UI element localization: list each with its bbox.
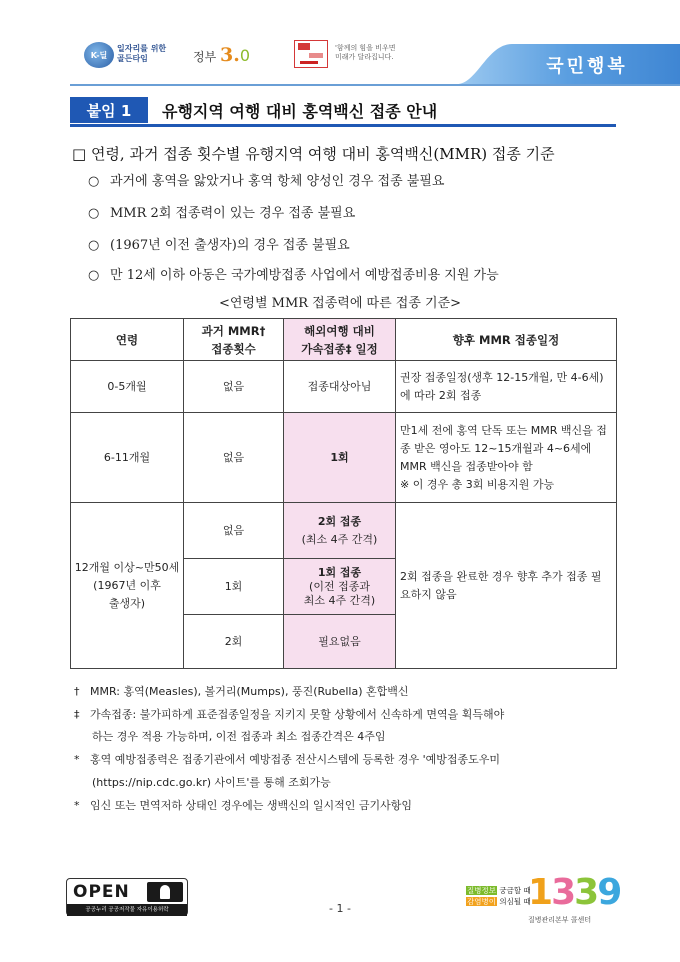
hotline-tag-1-rest: 궁금할 때 — [496, 886, 531, 895]
bullet-item — [88, 234, 350, 253]
footnote-marker: † — [74, 685, 80, 698]
cell-past: 없음 — [184, 361, 284, 413]
cell-travel: 접종대상아님 — [284, 361, 396, 413]
attachment-badge: 붙임 1 — [70, 97, 148, 123]
hope-text-line-1: '함께의 힘을 비우면 — [335, 44, 396, 52]
header-travel-line-2: 가속접종‡ 일정 — [301, 341, 378, 356]
footnote-star — [74, 798, 412, 814]
kdeal-logo-text — [117, 44, 166, 64]
footnote-text: 가속접종: 불가피하게 표준접종일정을 지키지 못할 상황에서 신속하게 면역을 획득해야 — [90, 708, 505, 721]
bullet-text: 과거에 홍역을 앓았거나 홍역 항체 양성인 경우 접종 불필요 — [110, 174, 445, 189]
cell-future-text: 만1세 전에 홍역 단독 또는 MMR 백신을 접종 받은 영아도 12~15개월과 4~6세에 MMR 백신을 접종받아야 함 — [400, 423, 607, 473]
section-heading: □ 연령, 과거 접종 횟수별 유행지역 여행 대비 홍역백신(MMR) 접종 기준 — [72, 145, 555, 163]
digit-1: 1 — [528, 872, 552, 913]
header-divider — [70, 84, 680, 86]
cell-travel-sub: (이전 접종과 — [309, 579, 370, 593]
person-icon — [147, 882, 183, 902]
gov-number: 3. — [220, 44, 240, 66]
header-past-line-2: 접종횟수 — [211, 341, 256, 356]
kdeal-text-line-2: 골든타임 — [117, 54, 148, 63]
gov-zero: 0 — [239, 46, 251, 65]
hope-text-line-2: 미래가 달라집니다. — [335, 53, 394, 61]
bullet-item — [88, 170, 444, 189]
hotline-tag-1: 질병정보 — [467, 886, 496, 895]
cell-future: 2회 접종을 완료한 경우 향후 추가 접종 필요하지 않음 — [396, 503, 617, 669]
cell-future-note: ※ 이 경우 총 3회 비용지원 가능 — [400, 477, 555, 491]
cell-travel — [284, 559, 396, 615]
bullet-text: (1967년 이전 출생자)의 경우 접종 불필요 — [110, 238, 350, 253]
digit-4: 9 — [597, 872, 621, 913]
cell-travel-sub: (최소 4주 간격) — [301, 532, 378, 546]
cell-future — [396, 413, 617, 503]
gov-prefix: 정부 — [193, 50, 217, 64]
kdeal-logo: K-딜 — [84, 42, 114, 68]
cell-past: 2회 — [184, 615, 284, 669]
hotline-1339-logo — [528, 872, 620, 913]
cell-travel-main: 2회 접종 — [317, 514, 362, 528]
footnote-ddagger-cont: 하는 경우 적용 가능하며, 이전 접종과 최소 접종간격은 4주임 — [92, 730, 386, 743]
footnote-text: 홍역 예방접종력은 접종기관에서 예방접종 전산시스템에 등록한 경우 '예방접종도우미 — [90, 753, 501, 766]
footnote-marker: ‡ — [74, 708, 80, 721]
header-past-line-1: 과거 MMR† — [201, 323, 266, 338]
cell-future: 권장 접종일정(생후 12-15개월, 만 4-6세)에 따라 2회 접종 — [396, 361, 617, 413]
document-title: 유행지역 여행 대비 홍역백신 접종 안내 — [162, 102, 438, 121]
cell-age-line-1: 12개월 이상~만50세 — [74, 560, 180, 574]
mmr-schedule-table — [70, 318, 617, 669]
cell-travel: 1회 — [284, 413, 396, 503]
hotline-tagline — [466, 885, 531, 907]
cell-past: 1회 — [184, 559, 284, 615]
footnote-ddagger — [74, 707, 504, 723]
header-age: 연령 — [71, 319, 184, 361]
footnote-dagger — [74, 684, 409, 700]
footnote-text: MMR: 홍역(Measles), 볼거리(Mumps), 풍진(Rubella) 혼합백신 — [90, 685, 409, 698]
hope-logo-text — [335, 44, 395, 62]
call-center-name: 질병관리본부 콜센터 — [528, 916, 592, 924]
cell-travel-sub-2: 최소 4주 간격) — [303, 593, 376, 607]
national-happiness-banner — [457, 44, 680, 84]
bullet-item — [88, 202, 355, 221]
table-row — [71, 361, 617, 413]
header-travel-line-1: 해외여행 대비 — [304, 323, 375, 338]
bullet-marker: ○ — [88, 268, 100, 283]
footnote-marker: * — [74, 753, 80, 766]
digit-3: 3 — [574, 872, 598, 913]
bullet-text: MMR 2회 접종력이 있는 경우 접종 불필요 — [110, 206, 356, 221]
digit-2: 3 — [551, 872, 575, 913]
cell-age-line-2: (1967년 이후 — [93, 578, 161, 592]
banner-text: 국민행복 — [546, 56, 628, 77]
open-logo-text: OPEN — [73, 882, 130, 902]
page-number: - 1 - — [329, 902, 351, 915]
cell-travel-main: 1회 접종 — [317, 565, 362, 579]
footnote-star-cont: (https://nip.cdc.go.kr) 사이트'를 통해 조회가능 — [92, 776, 331, 789]
header-past-count — [184, 319, 284, 361]
cell-age — [71, 503, 184, 669]
kdeal-text-line-1: 일자리를 위한 — [117, 44, 167, 53]
cell-age-line-3: 출생자) — [108, 596, 146, 610]
header-accelerated — [284, 319, 396, 361]
bullet-marker: ○ — [88, 174, 100, 189]
bullet-marker: ○ — [88, 206, 100, 221]
table-caption: <연령별 MMR 접종력에 따른 접종 기준> — [218, 296, 462, 311]
title-underline — [70, 124, 616, 127]
cell-past: 없음 — [184, 413, 284, 503]
footnote-marker: * — [74, 799, 80, 812]
hotline-tag-2-rest: 의심될 때 — [496, 897, 531, 906]
gov30-logo — [193, 44, 250, 66]
cell-past: 없음 — [184, 503, 284, 559]
cell-age: 6-11개월 — [71, 413, 184, 503]
hotline-tag-2: 감염병이 — [467, 897, 496, 906]
bullet-text: 만 12세 이하 아동은 국가예방접종 사업에서 예방접종비용 지원 가능 — [110, 268, 499, 283]
page-header — [0, 0, 680, 95]
table-row — [71, 503, 617, 559]
table-header-row — [71, 319, 617, 361]
open-logo-subtitle: 공공누리 공공저작물 자유이용허락 — [67, 904, 187, 916]
header-future: 향후 MMR 접종일정 — [396, 319, 617, 361]
cell-travel: 필요없음 — [284, 615, 396, 669]
bullet-item — [88, 264, 499, 283]
table-row — [71, 413, 617, 503]
hope-logo-icon — [294, 40, 328, 68]
footnote-text: 임신 또는 면역저하 상태인 경우에는 생백신의 일시적인 금기사항임 — [90, 799, 413, 812]
bullet-marker: ○ — [88, 238, 100, 253]
cell-age: 0-5개월 — [71, 361, 184, 413]
cell-travel — [284, 503, 396, 559]
footnote-star — [74, 752, 500, 768]
